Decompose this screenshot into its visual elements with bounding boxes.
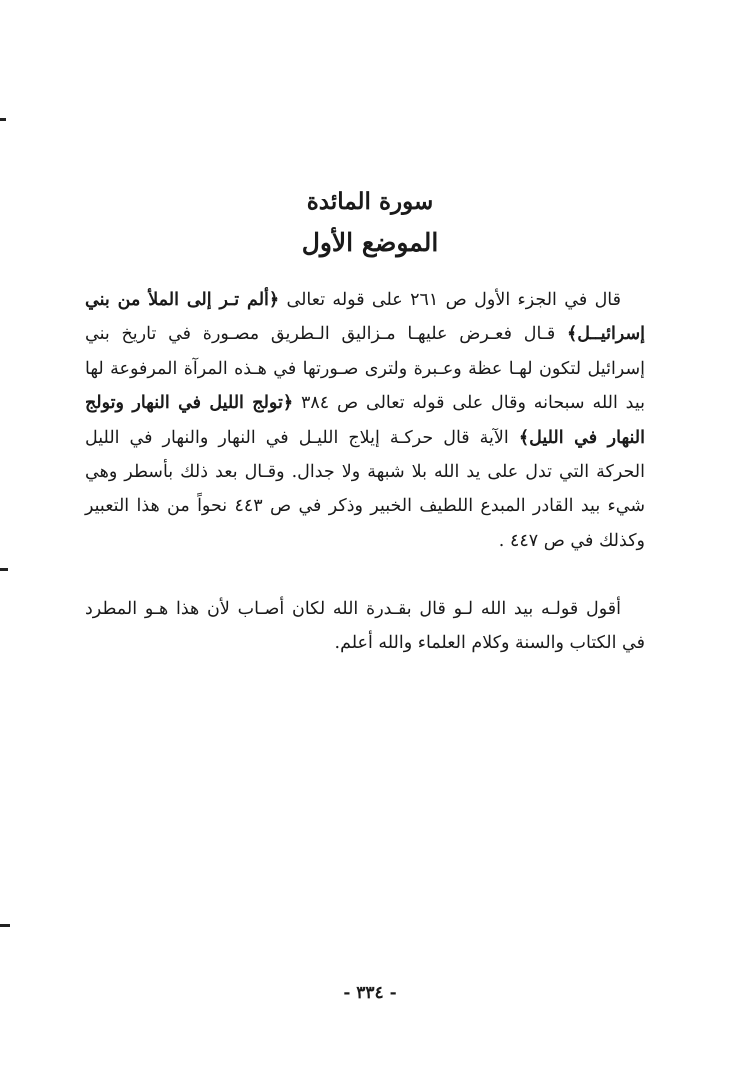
edge-mark <box>0 924 10 927</box>
text-segment: قال في الجزء الأول ص ٢٦١ على قوله تعالى <box>279 290 621 310</box>
surah-title: سورة المائدة <box>306 188 434 215</box>
edge-mark <box>0 118 6 121</box>
quran-quote: ﴿ألم تـر إلى الملأ من بني إسرائيــل﴾ <box>85 290 645 345</box>
text-segment: قـال فعـرض عليهـا مـزاليق الـطريق مصـورة في تاريخ بني إسرائيل لتكون لهـا عظة وعـبرة ولترى صـورتها في هـذه المرآة المرفوعة لها بيد الله سبحانه وقال على قوله تعالى ص ٣٨٤ <box>85 324 645 414</box>
edge-mark <box>0 568 8 571</box>
page-number: - ٣٣٤ - <box>343 983 397 1003</box>
text-segment: الآية قال حركـة إيلاج الليـل في النهار والنهار في الليل الحركة التي تدل على يد الله بلا شبهة ولا جدال. وقـال بعد ذلك بأسطر وهي شيء بيد القادر المبدع اللطيف الخبير وذكر في ص ٤٤٣ نحواً من هذا التعبير وكذلك في ص ٤٤٧ . <box>85 427 645 551</box>
paragraph-1-text <box>85 283 645 558</box>
section-title: الموضع الأول <box>301 228 439 257</box>
paragraph-2-text: أقول قولـه بيد الله لـو قال بقـدرة الله لكان أصـاب لأن هذا هـو المطرد في الكتاب والسنة وكلام العلماء والله أعلم. <box>85 599 645 654</box>
paragraph-1 <box>85 283 645 558</box>
paragraph-2 <box>85 592 645 661</box>
quran-quote: ﴿تولج الليل في النهار وتولج النهار في الليل﴾ <box>85 393 645 448</box>
